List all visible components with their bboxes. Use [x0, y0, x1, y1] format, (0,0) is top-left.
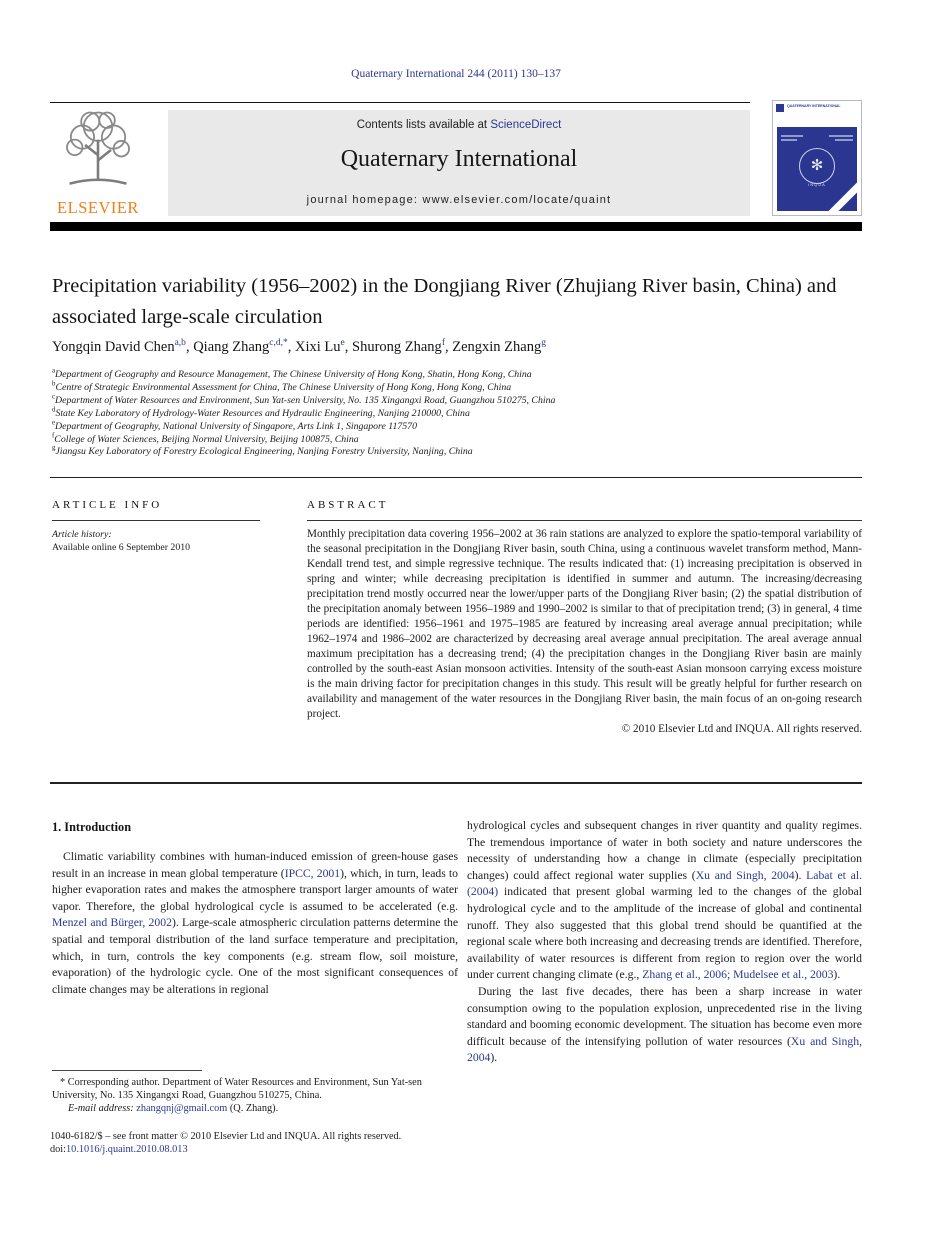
abstract-text: Monthly precipitation data covering 1956–2002 at 36 rain stations are analyzed to explore the spatio-temporal variability of the seasonal precipitation in the Dongjiang River basin, south China, using a continuous wavelet transform method, Mann-Kendall trend test, and simple regressive technique. The results indicated that: (1) increasing precipitation is observed in spring and winter; while decreasing precipitation is identified in summer and autumn. The increasing/decreasing precipitation trend mostly occurred near the lower/upper parts of the Dongjiang River basin; (2) the spatial distribution of the precipitation anomaly between 1956–1989 and 1990–2002 is similar to that of precipitation trend; (3) in general, 4 time periods are identified: 1956–1961 and 1975–1985 are featured by increasing areal average annual precipitation; while 1962–1974 and 1986–2002 are characterized by decreasing areal average annual precipitation. The areal average annual maximum precipitation has a decreasing trend; (4) the precipitation changes in the Dongjiang River basin are mainly controlled by the south-east Asian monsoon activities. Intensity of the south-east Asian monsoon carrying excess moisture is the main driving factor for precipitation changes in this study. This result will be greatly helpful for further research on availability and management of the water resources in the Dongjiang River basin, the main focus of an on-going research project. — [307, 528, 862, 720]
section-rule-bottom — [50, 782, 862, 784]
author-line — [52, 339, 852, 356]
corresponding-author-footnote — [52, 1076, 458, 1115]
article-info-heading: ARTICLE INFO — [52, 499, 163, 511]
cover-masthead-text: QUATERNARY INTERNATIONAL — [787, 104, 841, 108]
text-segment: ). Large-scale atmospheric circulation patterns determine the spatial and temporal distribution of the land surface temperature and precipitation, which, in turn, controls the key components (e.g. stream flow, soil moisture, evaporation) of the hydrologic cycle. One of the most significant consequences of climate changes may be alterations in regional — [52, 916, 459, 996]
abstract-body — [307, 527, 862, 737]
affiliations-list — [52, 369, 852, 459]
text-segment: hydrological cycles and subsequent changes in river quantity and quality regimes. The tremendous importance of water in both society and nature underscores the necessity of understanding how a change in climate (especially precipitation changes) could affect regional water supplies ( — [467, 819, 862, 882]
affiliation-item: $^g$Jiangsu Key Laboratory of Forestry Ecological Engineering, Nanjing Forestry University, Nanjing, China — [52, 445, 473, 458]
inqua-emblem-icon: ✻ INQUA — [799, 148, 835, 184]
footnote-address: * Corresponding author. Department of Water Resources and Environment, Sun Yat-sen University, No. 135 Xingangxi Road, Guangzhou 510275, China. — [52, 1077, 422, 1101]
text-segment: ). — [833, 968, 841, 982]
elsevier-tree-icon — [50, 106, 146, 194]
abstract-heading: ABSTRACT — [307, 499, 389, 511]
inline-link[interactable]: a,b — [174, 338, 186, 349]
text-segment: ). — [490, 1051, 498, 1065]
contents-lists-line — [168, 119, 750, 131]
text-segment: During the last five decades, there has been a sharp increase in water consumption owing to the population explosion, unprecedented rise in the living standard and booming economic development. The situation has become even more difficult because of the intensifying pollution of water resources ( — [467, 984, 862, 1048]
affiliation-item: $^d$State Key Laboratory of Hydrology-Water Resources and Hydraulic Engineering, Nanjing 210000, China — [52, 406, 470, 419]
copyright-line: © 2010 Elsevier Ltd and INQUA. All rights reserved. — [621, 723, 862, 735]
text-segment: doi: — [50, 1144, 67, 1155]
inqua-emblem-label: INQUA — [808, 182, 826, 188]
text-segment: ), which, in turn, leads to higher evaporation rates and makes the atmosphere transport larger amounts of water vapor. Therefore, the global hydrological cycle is assumed to be accelerated (e.g. — [52, 866, 459, 913]
inline-link[interactable]: Xu and Singh, 2004 — [467, 1034, 862, 1065]
affiliation-item: $^c$Department of Water Resources and Environment, Sun Yat-sen University, No. 135 Xingangxi Road, Guangzhou 510275, China — [52, 393, 556, 406]
intro-paragraph-right-1 — [467, 818, 862, 984]
footnote-rule — [52, 1070, 202, 1071]
affiliation-item: $^e$Department of Geography, National University of Singapore, Arts Link 1, Singapore 117570 — [52, 419, 417, 432]
inline-link[interactable]: Zhang et al., 2006; Mudelsee et al., 2003 — [642, 968, 834, 982]
affiliation-item: $^b$Centre of Strategic Environmental Assessment for China, The Chinese University of Hong Kong, Hong Kong, China — [52, 380, 512, 393]
affiliation-item: $^f$College of Water Sciences, Beijing Normal University, Beijing 100875, China — [52, 432, 359, 445]
cover-text-line — [829, 135, 853, 137]
affiliation-item: $^a$Department of Geography and Resource Management, The Chinese University of Hong Kong, Shatin, Hong Kong, China — [52, 367, 532, 380]
intro-paragraph-left — [52, 849, 458, 998]
text-segment: Climatic variability combines with human-induced emission of green-house gases result in an increase in mean global temperature ( — [52, 850, 458, 880]
inline-link[interactable]: f — [441, 338, 445, 349]
text-segment: , Shurong Zhang — [344, 339, 442, 355]
text-segment: Yongqin David Chen — [52, 339, 175, 355]
issn-copyright-line: 1040-6182/$ – see front matter © 2010 Elsevier Ltd and INQUA. All rights reserved. — [50, 1131, 402, 1142]
abstract-rule — [307, 520, 862, 521]
footnote-email-line — [52, 1102, 458, 1115]
cover-text-line — [781, 135, 803, 137]
journal-homepage-link[interactable]: journal homepage: www.elsevier.com/locate/quaint — [306, 194, 612, 206]
journal-masthead — [168, 110, 750, 216]
text-segment: Contents lists available at — [356, 119, 491, 131]
text-segment: E-mail address: — [68, 1103, 137, 1114]
masthead-divider-bar — [50, 222, 862, 231]
cover-logo-icon — [776, 104, 784, 112]
journal-title: Quaternary International — [340, 146, 578, 172]
available-online-date: Available online 6 September 2010 — [52, 542, 191, 553]
inline-link[interactable]: c,d,* — [269, 338, 288, 349]
cover-art — [777, 127, 857, 211]
text-segment: , Xixi Lu — [287, 339, 341, 355]
section-rule-top — [50, 477, 862, 478]
body-column-right — [467, 818, 862, 1067]
article-history-label: Article history: — [52, 529, 112, 540]
text-segment: ). — [794, 868, 807, 882]
section-heading-introduction: 1. Introduction — [52, 820, 132, 834]
elsevier-logo[interactable] — [50, 106, 146, 218]
text-segment: (Q. Zhang). — [227, 1103, 279, 1114]
inline-link[interactable]: e — [340, 338, 345, 349]
article-title: Precipitation variability (1956–2002) in the Dongjiang River (Zhujiang River basin, China) and associated large-scale circulation — [52, 275, 837, 328]
inline-link[interactable]: 10.1016/j.quaint.2010.08.013 — [66, 1144, 188, 1155]
body-column-left — [52, 849, 458, 998]
elsevier-wordmark: ELSEVIER — [57, 198, 139, 217]
inline-link[interactable]: Labat et al. (2004) — [467, 868, 862, 899]
header-top-rule — [50, 102, 750, 103]
cover-text-line — [835, 139, 853, 141]
text-segment: , Zengxin Zhang — [444, 339, 542, 355]
cover-text-line — [781, 139, 797, 141]
text-segment: , Qiang Zhang — [185, 339, 270, 355]
journal-citation: Quaternary International 244 (2011) 130–137 — [351, 68, 561, 80]
doi-line — [50, 1144, 188, 1155]
inline-link[interactable]: ScienceDirect — [490, 119, 562, 131]
inline-link[interactable]: Xu and Singh, 2004 — [695, 868, 795, 882]
text-segment: indicated that present global warming led to the changes of the global hydrological cycle and to the amplitude of the increase of global and continental runoff. They also suggested that this global trend should be quantified at the regional scale where both increasing and decreasing trends are identified. Therefore, availability of water resources is different from region to region over the world under current changing climate (e.g., — [467, 885, 862, 982]
inline-link[interactable]: g — [541, 338, 546, 349]
intro-paragraph-right-2 — [467, 984, 862, 1067]
inline-link[interactable]: IPCC, 2001 — [284, 866, 341, 880]
inline-link[interactable]: Menzel and Bürger, 2002 — [52, 916, 172, 930]
article-info-rule — [52, 520, 260, 521]
inline-link[interactable]: zhangqnj@gmail.com — [136, 1103, 228, 1114]
journal-cover-thumbnail[interactable] — [772, 100, 862, 216]
